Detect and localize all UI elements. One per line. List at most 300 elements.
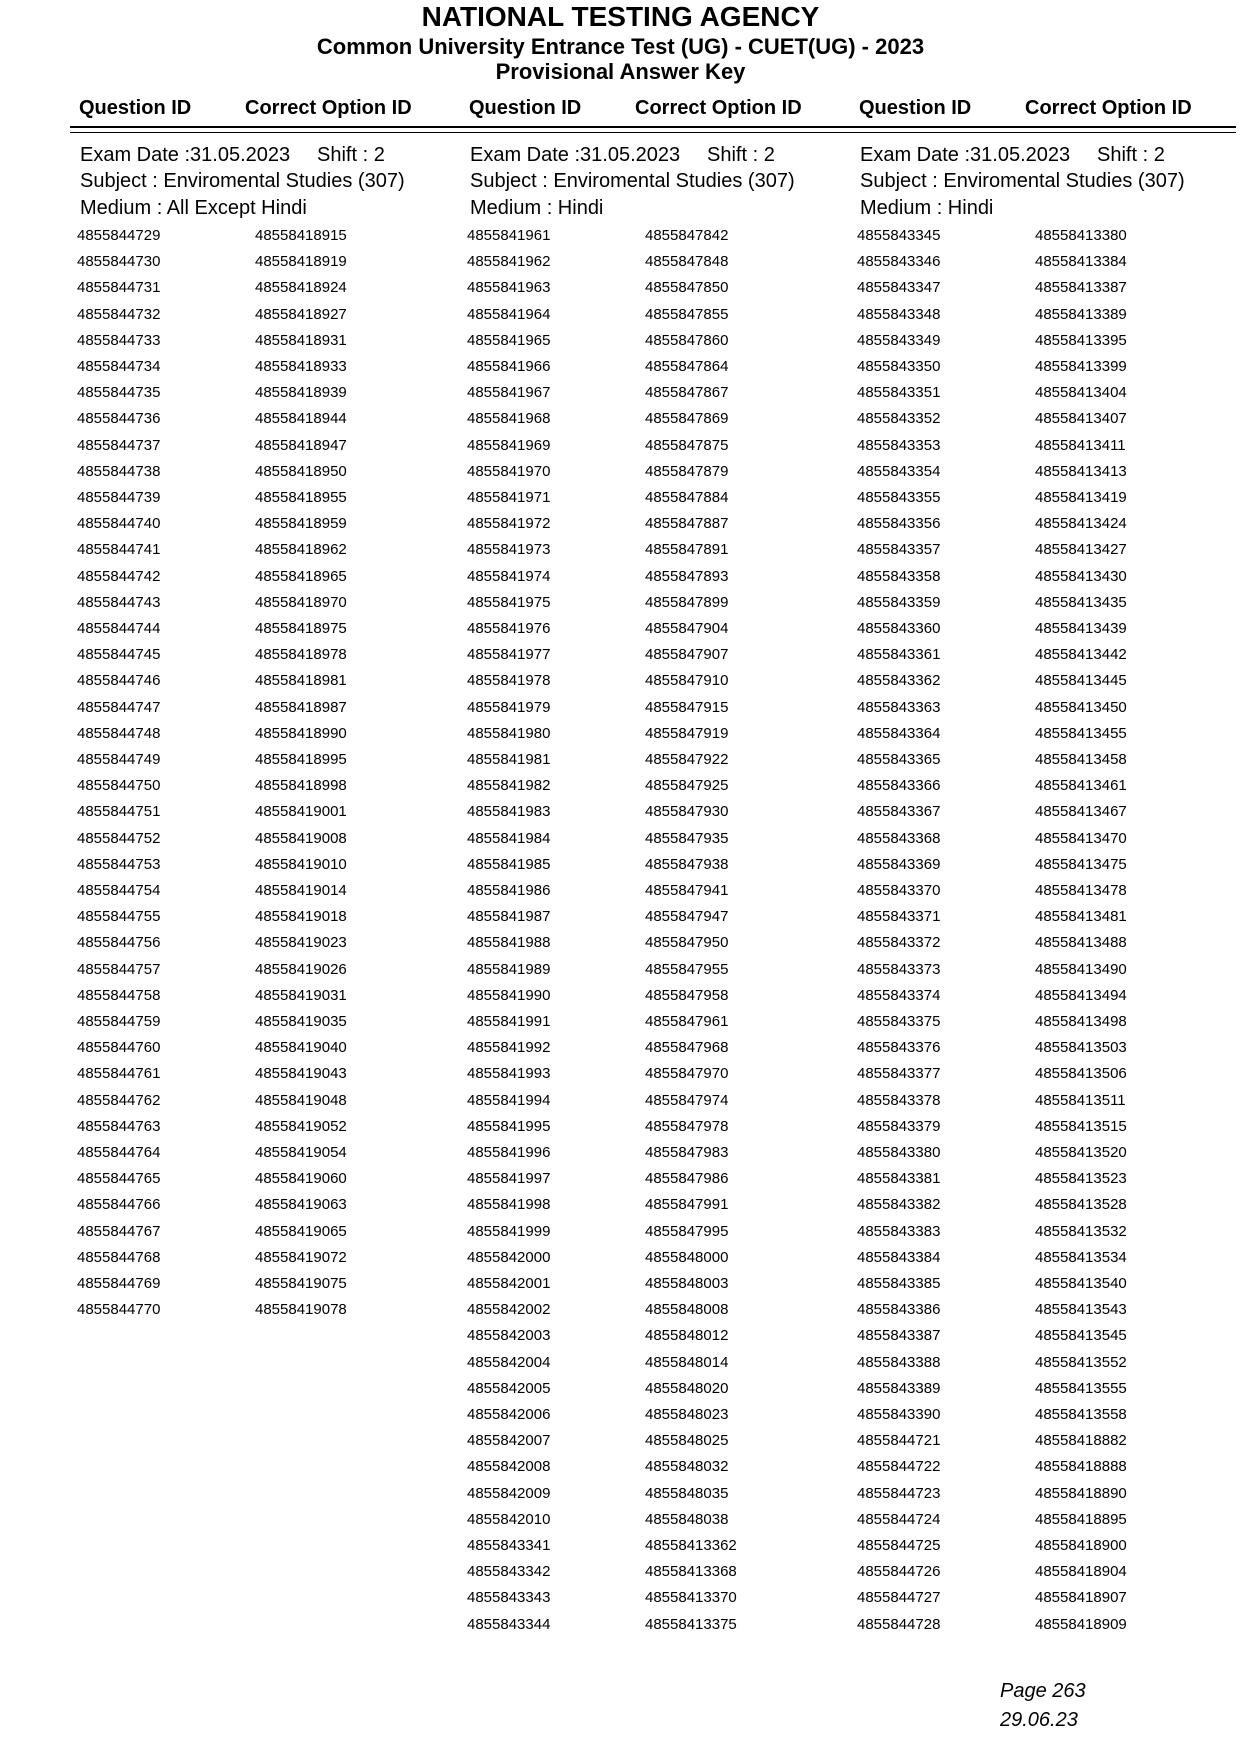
question-id: 4855844762: [77, 1091, 161, 1109]
correct-option-id: 4855847983: [645, 1144, 729, 1161]
question-id: 4855843366: [857, 777, 941, 795]
question-id: 4855841969: [467, 436, 551, 454]
question-id: 4855841964: [467, 305, 551, 323]
question-id: 4855844761: [77, 1065, 161, 1083]
question-id: 4855841998: [467, 1196, 551, 1214]
correct-option-id: 48558418962: [255, 541, 347, 559]
correct-option-id: 48558413427: [1035, 541, 1127, 559]
question-id: 4855844750: [77, 777, 161, 795]
question-id: 4855843350: [857, 358, 941, 375]
question-id: 4855843367: [857, 803, 941, 821]
question-id: 4855844734: [77, 358, 161, 375]
question-id: 4855843383: [857, 1222, 941, 1240]
question-id: 4855841992: [467, 1039, 551, 1057]
correct-option-id: 48558418904: [1035, 1563, 1127, 1581]
question-id: 4855843368: [857, 829, 941, 847]
question-id: 4855842010: [467, 1510, 551, 1528]
question-id: 4855841989: [467, 960, 551, 978]
question-id: 4855842000: [467, 1248, 551, 1266]
correct-option-id: 48558413419: [1035, 489, 1127, 506]
question-id: 4855841968: [467, 410, 551, 428]
correct-option-id: 48558419018: [255, 908, 347, 926]
question-id: 4855841972: [467, 515, 551, 533]
question-id: 4855843369: [857, 855, 941, 873]
question-id: 4855843342: [467, 1563, 551, 1581]
correct-option-id: 48558413387: [1035, 279, 1127, 297]
shift: Shift : 2: [317, 144, 385, 166]
question-id: 4855842006: [467, 1406, 551, 1423]
question-id: 4855844735: [77, 384, 161, 402]
correct-option-id: 48558413424: [1035, 515, 1127, 533]
correct-option-id: 48558419043: [255, 1065, 347, 1083]
question-id: 4855843361: [857, 646, 941, 664]
question-id: 4855841997: [467, 1170, 551, 1188]
question-id: 4855843349: [857, 331, 941, 349]
correct-option-id: 48558413515: [1035, 1117, 1127, 1135]
correct-option-id: 4855847869: [645, 410, 729, 428]
question-id: 4855841990: [467, 986, 551, 1004]
question-id: 4855841987: [467, 908, 551, 926]
question-id: 4855844767: [77, 1222, 161, 1240]
question-id: 4855844724: [857, 1510, 941, 1528]
correct-option-id: 48558419014: [255, 882, 347, 899]
question-id: 4855844737: [77, 436, 161, 454]
correct-option-id: 48558419008: [255, 829, 347, 847]
question-id: 4855843355: [857, 489, 941, 506]
correct-option-id: 48558413506: [1035, 1065, 1127, 1083]
question-id: 4855843377: [857, 1065, 941, 1083]
question-id: 4855844751: [77, 803, 161, 821]
question-id: 4855844739: [77, 489, 161, 506]
correct-option-id: 4855848038: [645, 1510, 729, 1528]
page-title: NATIONAL TESTING AGENCY: [421, 1, 820, 32]
question-id: 4855844725: [857, 1537, 941, 1554]
correct-option-id: 4855847904: [645, 620, 729, 637]
correct-option-id: 48558413450: [1035, 698, 1127, 716]
question-id: 4855844765: [77, 1170, 161, 1188]
correct-option-id: 48558413498: [1035, 1013, 1127, 1030]
correct-option-id: 48558418924: [255, 279, 347, 297]
question-id: 4855843351: [857, 384, 941, 402]
correct-option-id: 4855847848: [645, 253, 729, 271]
subject: Subject : Enviromental Studies (307): [470, 170, 795, 192]
question-id: 4855843386: [857, 1301, 941, 1319]
question-id: 4855841965: [467, 331, 551, 349]
correct-option-id: 48558413543: [1035, 1301, 1127, 1319]
correct-option-id: 48558418931: [255, 331, 347, 349]
question-id: 4855843376: [857, 1039, 941, 1057]
correct-option-id: 48558413552: [1035, 1353, 1127, 1371]
question-id: 4855844723: [857, 1484, 941, 1502]
question-id: 4855842001: [467, 1275, 551, 1292]
question-id: 4855843375: [857, 1013, 941, 1030]
correct-option-id: 48558413384: [1035, 253, 1127, 271]
shift: Shift : 2: [707, 144, 775, 166]
question-id: 4855843371: [857, 908, 941, 926]
question-id: 4855843384: [857, 1248, 941, 1266]
correct-option-id: 4855847968: [645, 1039, 729, 1057]
correct-option-id: 48558418895: [1035, 1510, 1127, 1528]
question-id: 4855841976: [467, 620, 551, 637]
question-id: 4855844766: [77, 1196, 161, 1214]
correct-option-id: 4855847919: [645, 724, 729, 742]
correct-option-id: 48558419065: [255, 1222, 347, 1240]
question-id: 4855844763: [77, 1117, 161, 1135]
correct-option-id: 48558413478: [1035, 882, 1127, 899]
correct-option-id: 48558413523: [1035, 1170, 1127, 1188]
correct-option-id: 48558419035: [255, 1013, 347, 1030]
correct-option-id: 48558413470: [1035, 829, 1127, 847]
question-id: 4855841967: [467, 384, 551, 402]
question-id: 4855844742: [77, 567, 161, 585]
correct-option-id: 48558418900: [1035, 1537, 1127, 1554]
correct-option-id: 48558419031: [255, 986, 347, 1004]
correct-option-id: 48558419078: [255, 1301, 347, 1319]
question-id: 4855843352: [857, 410, 941, 428]
correct-option-id: 48558413534: [1035, 1248, 1127, 1266]
correct-option-id: 48558419075: [255, 1275, 347, 1292]
correct-option-id: 48558413430: [1035, 567, 1127, 585]
question-id: 4855844740: [77, 515, 161, 533]
question-id: 4855842004: [467, 1353, 551, 1371]
question-id: 4855842009: [467, 1484, 551, 1502]
question-id: 4855844759: [77, 1013, 161, 1030]
correct-option-id: 48558418959: [255, 515, 347, 533]
question-id: 4855841979: [467, 698, 551, 716]
correct-option-id: 4855847884: [645, 489, 729, 506]
question-id: 4855841994: [467, 1091, 551, 1109]
question-id: 4855841983: [467, 803, 551, 821]
question-id: 4855843373: [857, 960, 941, 978]
correct-option-id: 48558413467: [1035, 803, 1127, 821]
correct-option-id: 4855848008: [645, 1301, 729, 1319]
question-id: 4855841981: [467, 751, 551, 768]
subject: Subject : Enviromental Studies (307): [80, 170, 405, 192]
correct-option-id: 48558418882: [1035, 1432, 1127, 1450]
correct-option-id: 48558418955: [255, 489, 347, 506]
question-id: 4855841996: [467, 1144, 551, 1161]
correct-option-id: 48558413528: [1035, 1196, 1127, 1214]
question-id: 4855841961: [467, 227, 551, 244]
question-id: 4855843356: [857, 515, 941, 533]
question-id: 4855841970: [467, 462, 551, 480]
correct-option-id: 4855848003: [645, 1275, 729, 1292]
correct-option-id: 4855847867: [645, 384, 729, 402]
question-id: 4855843389: [857, 1379, 941, 1397]
medium: Medium : Hindi: [470, 197, 604, 219]
correct-option-id: 48558413520: [1035, 1144, 1127, 1161]
question-id: 4855844764: [77, 1144, 161, 1161]
correct-option-id: 4855848020: [645, 1379, 729, 1397]
correct-option-id: 4855847850: [645, 279, 729, 297]
correct-option-id: 48558413532: [1035, 1222, 1127, 1240]
question-id: 4855844728: [857, 1615, 941, 1633]
correct-option-id: 4855847842: [645, 227, 729, 244]
question-id: 4855843370: [857, 882, 941, 899]
correct-option-id: 48558413488: [1035, 934, 1127, 952]
correct-option-id: 48558413413: [1035, 462, 1127, 480]
correct-option-id: 48558413458: [1035, 751, 1127, 768]
question-id: 4855843357: [857, 541, 941, 559]
correct-option-id: 4855847961: [645, 1013, 729, 1030]
exam-date: Exam Date :31.05.2023: [860, 144, 1071, 166]
question-id: 4855843348: [857, 305, 941, 323]
correct-option-id: 4855847915: [645, 698, 729, 716]
header-rule-bottom: [70, 132, 1236, 133]
question-id: 4855843382: [857, 1196, 941, 1214]
subject: Subject : Enviromental Studies (307): [860, 170, 1185, 192]
correct-option-id: 48558418933: [255, 358, 347, 375]
correct-option-id: 48558413540: [1035, 1275, 1127, 1292]
correct-option-id: 48558413368: [645, 1563, 737, 1581]
correct-option-id: 4855848023: [645, 1406, 729, 1423]
question-id: 4855844738: [77, 462, 161, 480]
correct-option-id: 48558413503: [1035, 1039, 1127, 1057]
question-id: 4855844747: [77, 698, 161, 716]
correct-option-id: 48558413545: [1035, 1327, 1127, 1345]
column-header-question-id-3: Question ID: [859, 97, 972, 119]
question-id: 4855843363: [857, 698, 941, 716]
question-id: 4855843341: [467, 1537, 551, 1554]
question-id: 4855843390: [857, 1406, 941, 1423]
shift: Shift : 2: [1097, 144, 1165, 166]
correct-option-id: 4855847855: [645, 305, 729, 323]
correct-option-id: 48558419063: [255, 1196, 347, 1214]
correct-option-id: 4855848025: [645, 1432, 729, 1450]
correct-option-id: 48558418947: [255, 436, 347, 454]
header-rule-top: [70, 126, 1236, 128]
column-header-correct-option-id-3: Correct Option ID: [1025, 97, 1192, 119]
correct-option-id: 48558413490: [1035, 960, 1127, 978]
correct-option-id: 48558413411: [1035, 436, 1126, 454]
correct-option-id: 48558419060: [255, 1170, 347, 1188]
correct-option-id: 48558419010: [255, 855, 347, 873]
question-id: 4855841971: [467, 489, 551, 506]
correct-option-id: 48558413399: [1035, 358, 1127, 375]
correct-option-id: 4855847887: [645, 515, 729, 533]
question-id: 4855841963: [467, 279, 551, 297]
correct-option-id: 48558419048: [255, 1091, 347, 1109]
question-id: 4855843358: [857, 567, 941, 585]
correct-option-id: 4855847910: [645, 672, 729, 690]
correct-option-id: 4855848012: [645, 1327, 729, 1345]
question-id: 4855841978: [467, 672, 551, 690]
question-id: 4855844743: [77, 593, 161, 611]
question-id: 4855841977: [467, 646, 551, 664]
question-id: 4855844749: [77, 751, 161, 768]
correct-option-id: 4855847893: [645, 567, 729, 585]
page-number: Page 263: [1000, 1680, 1086, 1702]
correct-option-id: 48558413558: [1035, 1406, 1127, 1423]
question-id: 4855843381: [857, 1170, 941, 1188]
correct-option-id: 48558413511: [1035, 1091, 1126, 1109]
question-id: 4855844769: [77, 1275, 161, 1292]
question-id: 4855844768: [77, 1248, 161, 1266]
exam-name: Common University Entrance Test (UG) - CUET(UG) - 2023: [316, 34, 925, 59]
question-id: 4855844754: [77, 882, 161, 899]
question-id: 4855841999: [467, 1222, 551, 1240]
question-id: 4855843364: [857, 724, 941, 742]
question-id: 4855841982: [467, 777, 551, 795]
question-id: 4855841995: [467, 1117, 551, 1135]
correct-option-id: 48558413389: [1035, 305, 1127, 323]
correct-option-id: 48558418919: [255, 253, 347, 271]
question-id: 4855844721: [857, 1432, 941, 1450]
correct-option-id: 48558413435: [1035, 593, 1127, 611]
question-id: 4855843365: [857, 751, 941, 768]
question-id: 4855843353: [857, 436, 941, 454]
correct-option-id: 48558413439: [1035, 620, 1127, 637]
correct-option-id: 48558418981: [255, 672, 347, 690]
question-id: 4855843378: [857, 1091, 941, 1109]
correct-option-id: 4855847955: [645, 960, 729, 978]
medium: Medium : All Except Hindi: [80, 197, 307, 219]
correct-option-id: 48558419072: [255, 1248, 347, 1266]
correct-option-id: 48558418915: [255, 227, 347, 244]
question-id: 4855843380: [857, 1144, 941, 1161]
correct-option-id: 48558418927: [255, 305, 347, 323]
question-id: 4855844722: [857, 1458, 941, 1476]
correct-option-id: 48558418939: [255, 384, 347, 402]
correct-option-id: 4855848032: [645, 1458, 729, 1476]
correct-option-id: 48558418944: [255, 410, 347, 428]
question-id: 4855844752: [77, 829, 161, 847]
correct-option-id: 4855847995: [645, 1222, 729, 1240]
question-id: 4855841986: [467, 882, 551, 899]
question-id: 4855844736: [77, 410, 161, 428]
exam-date: Exam Date :31.05.2023: [80, 144, 291, 166]
correct-option-id: 4855847986: [645, 1170, 729, 1188]
document-type: Provisional Answer Key: [495, 59, 746, 84]
correct-option-id: 48558413395: [1035, 331, 1127, 349]
question-id: 4855841991: [467, 1013, 551, 1030]
question-id: 4855844731: [77, 279, 161, 297]
correct-option-id: 48558413380: [1035, 227, 1127, 244]
correct-option-id: 48558419054: [255, 1144, 347, 1161]
question-id: 4855842005: [467, 1379, 551, 1397]
question-id: 4855843388: [857, 1353, 941, 1371]
correct-option-id: 4855847958: [645, 986, 729, 1004]
correct-option-id: 48558413370: [645, 1589, 737, 1607]
question-id: 4855841988: [467, 934, 551, 952]
correct-option-id: 48558413404: [1035, 384, 1127, 402]
question-id: 4855844770: [77, 1301, 161, 1319]
correct-option-id: 48558413407: [1035, 410, 1127, 428]
question-id: 4855844753: [77, 855, 161, 873]
correct-option-id: 48558419001: [255, 803, 347, 821]
correct-option-id: 48558419040: [255, 1039, 347, 1057]
correct-option-id: 4855848000: [645, 1248, 729, 1266]
correct-option-id: 48558413375: [645, 1615, 737, 1633]
question-id: 4855844729: [77, 227, 161, 244]
question-id: 4855843343: [467, 1589, 551, 1607]
correct-option-id: 4855847922: [645, 751, 729, 768]
correct-option-id: 48558418909: [1035, 1615, 1127, 1633]
question-id: 4855841980: [467, 724, 551, 742]
column-header-question-id-2: Question ID: [469, 97, 582, 119]
correct-option-id: 4855847930: [645, 803, 729, 821]
correct-option-id: 4855847941: [645, 882, 729, 899]
correct-option-id: 48558413442: [1035, 646, 1127, 664]
correct-option-id: 4855847974: [645, 1091, 729, 1109]
correct-option-id: 48558418975: [255, 620, 347, 637]
question-id: 4855843372: [857, 934, 941, 952]
question-id: 4855841966: [467, 358, 551, 375]
correct-option-id: 48558418990: [255, 724, 347, 742]
correct-option-id: 48558413445: [1035, 672, 1127, 690]
correct-option-id: 4855847891: [645, 541, 729, 559]
correct-option-id: 48558413555: [1035, 1379, 1127, 1397]
correct-option-id: 48558413481: [1035, 908, 1127, 926]
correct-option-id: 48558413362: [645, 1537, 737, 1554]
question-id: 4855844732: [77, 305, 161, 323]
question-id: 4855843379: [857, 1117, 941, 1135]
correct-option-id: 48558413461: [1035, 777, 1127, 795]
correct-option-id: 4855847925: [645, 777, 729, 795]
question-id: 4855843346: [857, 253, 941, 271]
question-id: 4855843360: [857, 620, 941, 637]
question-id: 4855843354: [857, 462, 941, 480]
question-id: 4855842003: [467, 1327, 551, 1345]
correct-option-id: 4855847970: [645, 1065, 729, 1083]
correct-option-id: 48558413475: [1035, 855, 1127, 873]
question-id: 4855844758: [77, 986, 161, 1004]
correct-option-id: 4855847950: [645, 934, 729, 952]
question-id: 4855844733: [77, 331, 161, 349]
question-id: 4855844744: [77, 620, 161, 637]
correct-option-id: 4855847935: [645, 829, 729, 847]
correct-option-id: 48558418965: [255, 567, 347, 585]
correct-option-id: 48558418995: [255, 751, 347, 768]
correct-option-id: 4855847864: [645, 358, 729, 375]
question-id: 4855843362: [857, 672, 941, 690]
correct-option-id: 4855847947: [645, 908, 729, 926]
question-id: 4855841993: [467, 1065, 551, 1083]
question-id: 4855841975: [467, 593, 551, 611]
question-id: 4855844727: [857, 1589, 941, 1607]
correct-option-id: 4855848035: [645, 1484, 729, 1502]
correct-option-id: 48558419023: [255, 934, 347, 952]
question-id: 4855844746: [77, 672, 161, 690]
correct-option-id: 48558418970: [255, 593, 347, 611]
correct-option-id: 4855848014: [645, 1353, 729, 1371]
question-id: 4855844757: [77, 960, 161, 978]
question-id: 4855844730: [77, 253, 161, 271]
question-id: 4855844726: [857, 1563, 941, 1581]
question-id: 4855843347: [857, 279, 941, 297]
correct-option-id: 48558418890: [1035, 1484, 1127, 1502]
correct-option-id: 4855847991: [645, 1196, 729, 1214]
medium: Medium : Hindi: [860, 197, 994, 219]
correct-option-id: 48558418987: [255, 698, 347, 716]
correct-option-id: 4855847938: [645, 855, 729, 873]
correct-option-id: 48558413455: [1035, 724, 1127, 742]
question-id: 4855841973: [467, 541, 551, 559]
correct-option-id: 48558419052: [255, 1117, 347, 1135]
column-header-correct-option-id-1: Correct Option ID: [245, 97, 412, 119]
question-id: 4855842008: [467, 1458, 551, 1476]
question-id: 4855844741: [77, 541, 161, 559]
exam-date: Exam Date :31.05.2023: [470, 144, 681, 166]
question-id: 4855843374: [857, 986, 941, 1004]
correct-option-id: 48558418907: [1035, 1589, 1127, 1607]
column-header-question-id-1: Question ID: [79, 97, 192, 119]
question-id: 4855843385: [857, 1275, 941, 1292]
question-id: 4855841962: [467, 253, 551, 271]
column-header-correct-option-id-2: Correct Option ID: [635, 97, 802, 119]
question-id: 4855841984: [467, 829, 551, 847]
correct-option-id: 48558418888: [1035, 1458, 1127, 1476]
